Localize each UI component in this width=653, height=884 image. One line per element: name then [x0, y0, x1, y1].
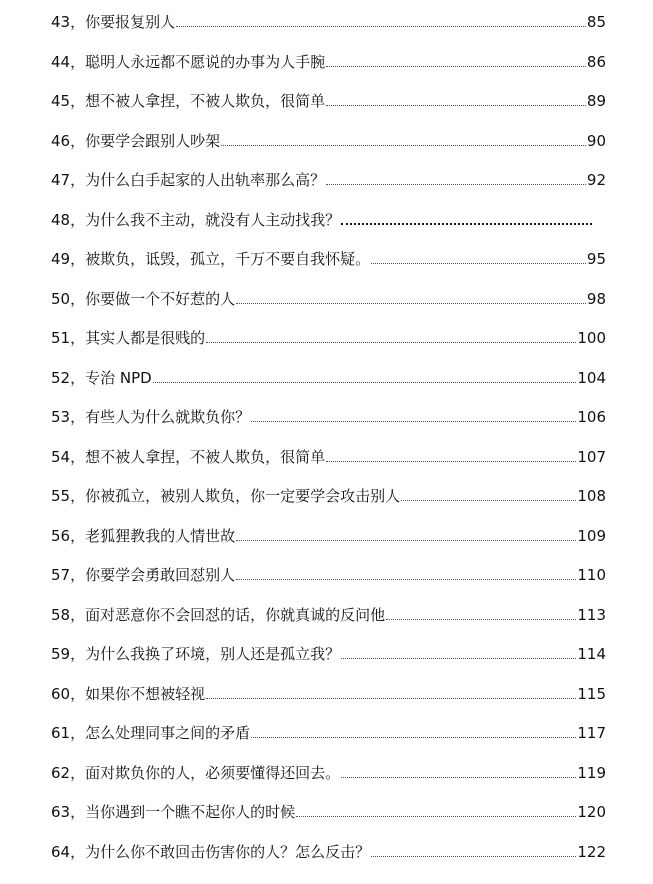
- entry-page-number: 89: [586, 92, 606, 110]
- entry-number: 60，: [51, 685, 86, 703]
- toc-entry-50[interactable]: [51, 285, 606, 309]
- entry-title: 被欺负，诋毁，孤立，千万不要自我怀疑。: [85, 250, 371, 268]
- toc-entry-58[interactable]: [51, 601, 606, 625]
- entry-number: 53，: [51, 408, 86, 426]
- dot-leader: [401, 500, 576, 501]
- dot-leader: [206, 342, 576, 343]
- entry-page-number: 119: [577, 764, 606, 782]
- toc-entry-59[interactable]: [51, 640, 606, 664]
- toc-entry-51[interactable]: [51, 324, 606, 348]
- dot-leader: [341, 658, 576, 659]
- entry-number: 52，: [51, 369, 86, 387]
- toc-entry-46[interactable]: [51, 127, 606, 151]
- dot-leader: [341, 223, 592, 225]
- entry-title: 聪明人永远都不愿说的办事为人手腕: [85, 53, 326, 71]
- entry-number: 50，: [51, 290, 86, 308]
- entry-number: 48，: [51, 211, 86, 229]
- entry-title: 你要做一个不好惹的人: [85, 290, 236, 308]
- entry-page-number: 108: [577, 487, 606, 505]
- dot-leader: [341, 777, 576, 778]
- toc-entry-57[interactable]: [51, 561, 606, 585]
- entry-number: 56，: [51, 527, 86, 545]
- entry-title: 你要报复别人: [85, 13, 176, 31]
- entry-page-number: 104: [577, 369, 606, 387]
- entry-title: 为什么你不敢回击伤害你的人？怎么反击？: [85, 843, 371, 861]
- toc-entry-64[interactable]: [51, 838, 606, 862]
- entry-title: 为什么白手起家的人出轨率那么高？: [85, 171, 326, 189]
- entry-number: 44，: [51, 53, 86, 71]
- entry-number: 58，: [51, 606, 86, 624]
- toc-entry-52[interactable]: [51, 364, 606, 388]
- entry-title: 如果你不想被轻视: [85, 685, 206, 703]
- entry-title: 想不被人拿捏，不被人欺负，很简单: [85, 92, 326, 110]
- entry-page-number: 107: [577, 448, 606, 466]
- entry-title: 当你遇到一个瞧不起你人的时候: [85, 803, 296, 821]
- entry-page-number: 85: [586, 13, 606, 31]
- entry-page-number: 98: [586, 290, 606, 308]
- dot-leader: [371, 263, 586, 264]
- dot-leader: [236, 579, 576, 580]
- entry-page-number: 114: [577, 645, 606, 663]
- dot-leader: [326, 461, 576, 462]
- dot-leader: [296, 816, 576, 817]
- entry-page-number: 92: [586, 171, 606, 189]
- entry-number: 64，: [51, 843, 86, 861]
- dot-leader: [153, 382, 577, 383]
- dot-leader: [371, 856, 576, 857]
- toc-entry-47[interactable]: [51, 166, 606, 190]
- entry-number: 63，: [51, 803, 86, 821]
- dot-leader: [236, 540, 576, 541]
- toc-entry-54[interactable]: [51, 443, 606, 467]
- entry-title: 面对恶意你不会回怼的话，你就真诚的反问他: [85, 606, 386, 624]
- dot-leader: [326, 66, 586, 67]
- dot-leader: [251, 421, 576, 422]
- dot-leader: [176, 26, 586, 27]
- dot-leader: [206, 698, 576, 699]
- toc-entry-61[interactable]: [51, 719, 606, 743]
- entry-page-number: 100: [577, 329, 606, 347]
- entry-page-number: 122: [577, 843, 606, 861]
- entry-number: 59，: [51, 645, 86, 663]
- entry-page-number: 95: [586, 250, 606, 268]
- entry-number: 46，: [51, 132, 86, 150]
- entry-title: 有些人为什么就欺负你？: [85, 408, 251, 426]
- dot-leader: [236, 303, 586, 304]
- toc-entry-63[interactable]: [51, 798, 606, 822]
- entry-title: 想不被人拿捏，不被人欺负，很简单: [85, 448, 326, 466]
- entry-number: 51，: [51, 329, 86, 347]
- entry-page-number: 90: [586, 132, 606, 150]
- entry-page-number: 117: [577, 724, 606, 742]
- entry-number: 55，: [51, 487, 86, 505]
- entry-number: 61，: [51, 724, 86, 742]
- entry-page-number: 106: [577, 408, 606, 426]
- dot-leader: [386, 619, 576, 620]
- entry-number: 45，: [51, 92, 86, 110]
- entry-number: 49，: [51, 250, 86, 268]
- entry-title: 面对欺负你的人，必须要懂得还回去。: [85, 764, 341, 782]
- toc-entry-45[interactable]: [51, 87, 606, 111]
- entry-title: 老狐狸教我的人情世故: [85, 527, 236, 545]
- entry-number: 62，: [51, 764, 86, 782]
- entry-page-number: 120: [577, 803, 606, 821]
- entry-title: 你被孤立，被别人欺负，你一定要学会攻击别人: [85, 487, 401, 505]
- entry-title: 为什么我不主动，就没有人主动找我？: [85, 211, 341, 229]
- toc-entry-44[interactable]: [51, 48, 606, 72]
- entry-page-number: 86: [586, 53, 606, 71]
- entry-title: 其实人都是很贱的: [85, 329, 206, 347]
- dot-leader: [221, 145, 586, 146]
- toc-entry-43[interactable]: [51, 8, 606, 32]
- entry-title: 专治 NPD: [85, 369, 152, 387]
- entry-title: 为什么我换了环境，别人还是孤立我？: [85, 645, 341, 663]
- toc-entry-56[interactable]: [51, 522, 606, 546]
- entry-number: 47，: [51, 171, 86, 189]
- toc-entry-55[interactable]: [51, 482, 606, 506]
- dot-leader: [326, 184, 586, 185]
- toc-entry-53[interactable]: [51, 403, 606, 427]
- toc-entry-48[interactable]: [51, 206, 593, 230]
- entry-number: 54，: [51, 448, 86, 466]
- entry-title: 怎么处理同事之间的矛盾: [85, 724, 251, 742]
- entry-page-number: 109: [577, 527, 606, 545]
- toc-entry-62[interactable]: [51, 759, 606, 783]
- toc-entry-60[interactable]: [51, 680, 606, 704]
- toc-entry-49[interactable]: [51, 245, 606, 269]
- dot-leader: [251, 737, 576, 738]
- entry-title: 你要学会勇敢回怼别人: [85, 566, 236, 584]
- entry-number: 57，: [51, 566, 86, 584]
- dot-leader: [326, 105, 586, 106]
- entry-page-number: 113: [577, 606, 606, 624]
- entry-title: 你要学会跟别人吵架: [85, 132, 221, 150]
- entry-page-number: 115: [577, 685, 606, 703]
- entry-page-number: 110: [577, 566, 606, 584]
- entry-number: 43，: [51, 13, 86, 31]
